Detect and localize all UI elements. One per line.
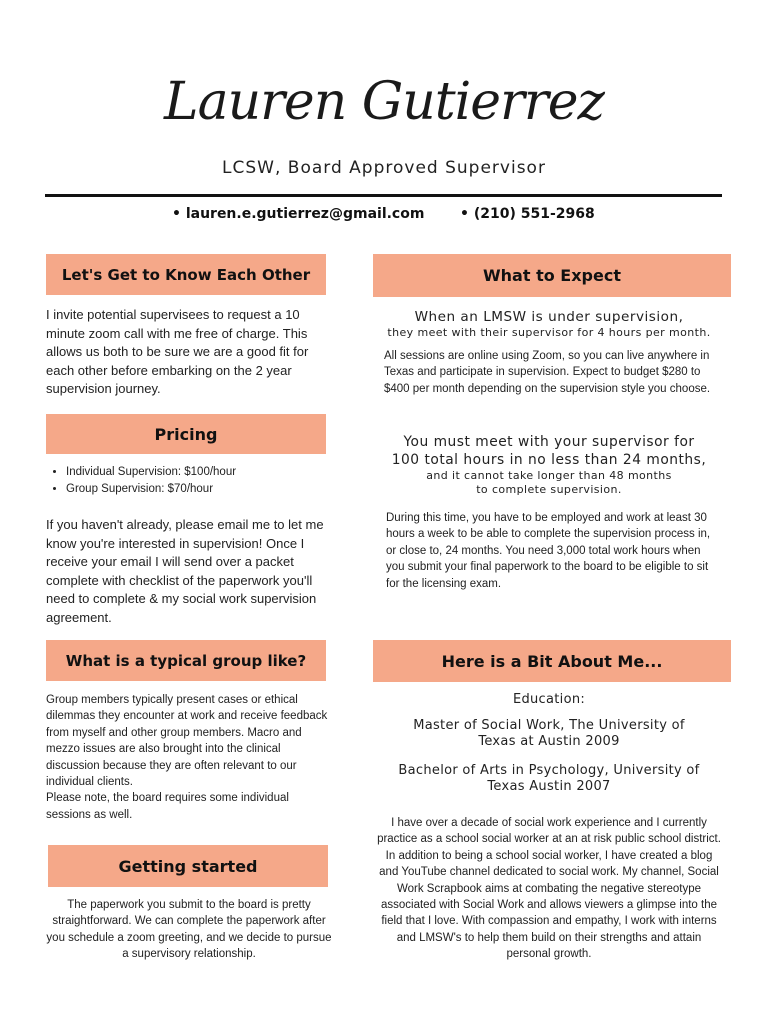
education-degree-masters xyxy=(373,718,725,750)
expect-body-2: During this time, you have to be employed and work at least 30 hours a week to be able to complete the supervision process in, or close to, 24 months. You need 3,000 total work hours when you submit your final paperwork to the board to be eligible to sit for the licensing exam. xyxy=(386,512,711,590)
expect-body-1: All sessions are online using Zoom, so you can live anywhere in Texas and participate in supervision. Expect to budget $280 to $400 per month depending on the supervision style you choose. xyxy=(384,350,711,395)
requirement-line-4: to complete supervision. xyxy=(476,483,622,496)
section-heading-getting-started: Getting started xyxy=(48,845,328,887)
expect-lead-block xyxy=(373,308,725,340)
group-note: Please note, the board requires some individual sessions as well. xyxy=(46,792,289,821)
email-contact[interactable]: • lauren.e.gutierrez@gmail.com xyxy=(172,206,425,222)
requirement-line-2: 100 total hours in no less than 24 months, xyxy=(391,452,707,468)
degree-bachelors-line-1: Bachelor of Arts in Psychology, University of xyxy=(398,763,700,778)
signature-name: Lauren Gutierrez xyxy=(164,72,604,132)
education-degree-bachelors xyxy=(373,763,725,795)
degree-masters-line-1: Master of Social Work, The University of xyxy=(413,718,685,733)
about-bio: I have over a decade of social work experience and I currently practice as a school social worker at an at risk public school district. In addition to being a school social worker, I have created a blog and YouTube channel dedicated to social work. My channel, Social Work Scrapbook aims at combating the negative stereotype associated with Social Work and allows viewers a glimpse into the field that I love. With compassion and empathy, I work with interns and LMSW's to help them build on their strengths and attain personal growth. xyxy=(377,817,721,961)
group-text xyxy=(46,692,332,823)
intro-text: I invite potential supervisees to request a 10 minute zoom call with me free of charge. This allows us both to be sure we are a good fit for each other before embarking on the 2 year supervision journey. xyxy=(46,307,309,397)
pricing-item-group: • Group Supervision: $70/hour xyxy=(66,481,346,498)
pricing-list xyxy=(46,464,346,498)
degree-bachelors-line-2: Texas Austin 2007 xyxy=(487,779,611,794)
pricing-item-individual: • Individual Supervision: $100/hour xyxy=(66,464,346,481)
credentials-subtitle: LCSW, Board Approved Supervisor xyxy=(222,158,546,178)
requirement-line-1: You must meet with your supervisor for xyxy=(403,434,695,450)
expect-lead-line-1: When an LMSW is under supervision, xyxy=(414,309,684,325)
section-heading-pricing: Pricing xyxy=(46,414,326,454)
pricing-text: If you haven't already, please email me to let me know you're interested in supervision! Once I receive your email I will send over a packet complete with checklist of the paperwork you'll need to complete & my social work supervision agreement. xyxy=(46,517,324,625)
section-heading-get-to-know: Let's Get to Know Each Other xyxy=(46,254,326,295)
section-heading-about-me: Here is a Bit About Me... xyxy=(373,640,731,682)
education-label: Education: xyxy=(512,692,586,707)
requirement-line-3: and it cannot take longer than 48 months xyxy=(426,469,672,482)
header-divider xyxy=(45,194,722,197)
group-text-paragraph: Group members typically present cases or ethical dilemmas they encounter at work and receive feedback from myself and other group members. Macro and mezzo issues are also brought into the clinical discussion because they are often relevant to our individual clients. xyxy=(46,694,328,789)
degree-masters-line-2: Texas at Austin 2009 xyxy=(478,734,620,749)
expect-requirement-block xyxy=(373,433,725,497)
section-heading-group: What is a typical group like? xyxy=(46,640,326,681)
expect-lead-line-2: they meet with their supervisor for 4 hours per month. xyxy=(387,326,711,339)
getting-started-text: The paperwork you submit to the board is pretty straightforward. We can complete the paperwork after you schedule a zoom greeting, and we decide to pursue a supervisory relationship. xyxy=(46,899,332,961)
section-heading-what-to-expect: What to Expect xyxy=(373,254,731,297)
phone-contact[interactable]: • (210) 551-2968 xyxy=(460,206,595,222)
